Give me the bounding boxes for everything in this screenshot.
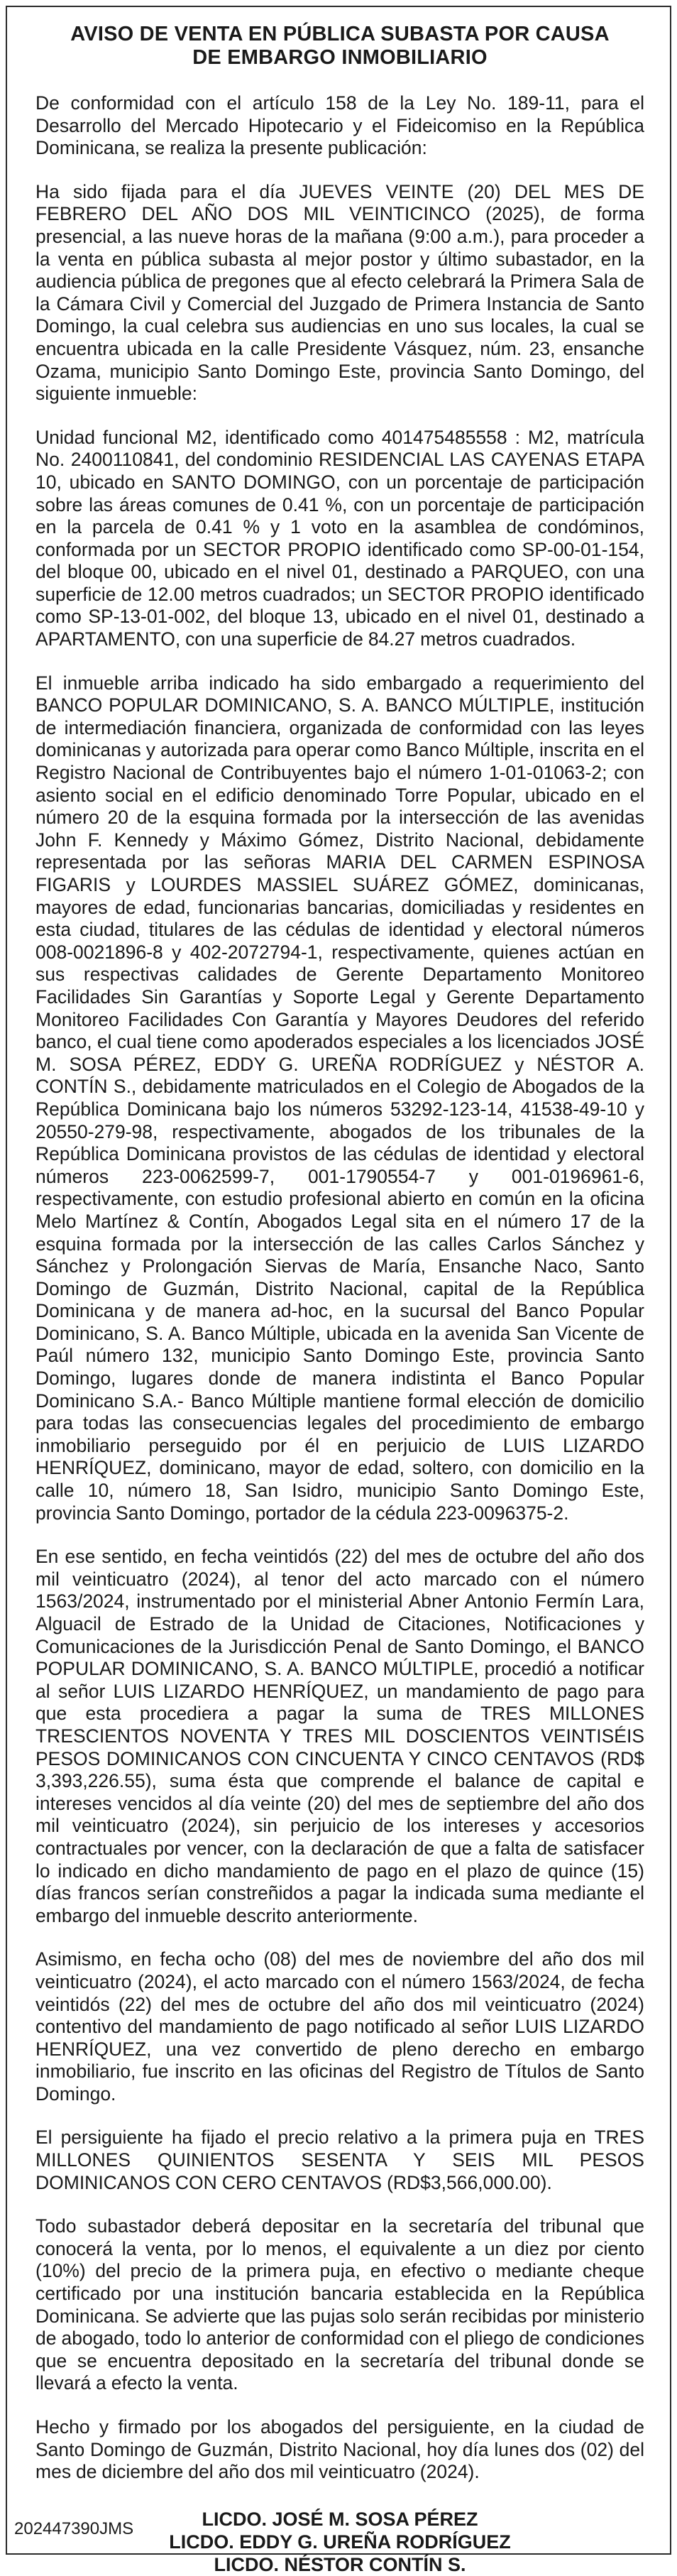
paragraph-seizing-party: El inmueble arriba indicado ha sido embargado a requerimiento del BANCO POPULAR DOMINICANO, S. A. BANCO MÚLTIPLE, institución de intermediación financiera, organizada de conformidad con las leyes dominicanas y autorizada para operar como Banco Múltiple, inscrita en el Registro Nacional de Contribuyentes bajo el número 1-01-01063-2; con asiento social en el edificio denominado Torre Popular, ubicado en el número 20 de la esquina formada por la intersección de las avenidas John F. Kennedy y Máximo Gómez, Distrito Nacional, debidamente representada por las señoras MARIA DEL CARMEN ESPINOSA FIGARIS y LOURDES MASSIEL SUÁREZ GÓMEZ, dominicanas, mayores de edad, funcionarias bancarias, domiciliadas y residentes en esta ciudad, titulares de las cédulas de identidad y electoral números 008-0021896-8 y 402-2072794-1, respectivamente, quienes actúan en sus respectivas calidades de Gerente Departamento Monitoreo Facilidades Sin Garantías y Soporte Legal y Gerente Departamento Monitoreo Facilidades Con Garantía y Mayores Deudores del referido banco, el cual tiene como apoderados especiales a los licenciados JOSÉ M. SOSA PÉREZ, EDDY G. UREÑA RODRÍGUEZ y NÉSTOR A. CONTÍN S., debidamente matriculados en el Colegio de Abogados de la República Dominicana bajo los números 53292-123-14, 41538-49-10 y 20550-279-98, respectivamente, abogados de los tribunales de la República Dominicana provistos de las cédulas de identidad y electoral números 223-0062599-7, 001-1790554-7 y 001-0196961-6, respectivamente, con estudio profesional abierto en común en la oficina Melo Martínez & Contín, Abogados Legal sita en el número 17 de la esquina formada por la intersección de las calles Carlos Sánchez y Sánchez y Prolongación Siervas de María, Ensanche Naco, Santo Domingo de Guzmán, Distrito Nacional, capital de la República Dominicana y de manera ad-hoc, en la sucursal del Banco Popular Dominicano, S. A. Banco Múltiple, ubicada en la avenida San Vicente de Paúl número 132, municipio Santo Domingo Este, provincia Santo Domingo, lugares donde de manera indistinta el Banco Popular Dominicano S.A.- Banco Múltiple mantiene formal elección de domicilio para todas las consecuencias legales del procedimiento de embargo inmobiliario perseguido por él en perjuicio de LUIS LIZARDO HENRÍQUEZ, dominicano, mayor de edad, soltero, con domicilio en la calle 10, número 18, San Isidro, municipio Santo Domingo Este, provincia Santo Domingo, portador de la cédula 223-0096375-2.: [35, 672, 644, 1524]
title-line-2: DE EMBARGO INMOBILIARIO: [192, 46, 488, 69]
signer-name: LICDO. EDDY G. UREÑA RODRÍGUEZ: [169, 2531, 511, 2553]
signer-name: LICDO. JOSÉ M. SOSA PÉREZ: [202, 2508, 478, 2530]
publication-code: 202447390JMS: [14, 2519, 134, 2538]
paragraph-legal-basis: De conformidad con el artículo 158 de la Ley No. 189-11, para el Desarrollo del Mercado Hipotecario y el Fideicomiso en la República Dominicana, se realiza la presente publicación:: [35, 92, 644, 159]
notice-content: [35, 23, 644, 2576]
notice-title: [35, 23, 644, 70]
paragraph-payment-order: En ese sentido, en fecha veintidós (22) del mes de octubre del año dos mil veinticuatro (2024), al tenor del acto marcado con el número 1563/2024, instrumentado por el ministerial Abner Antonio Fermín Lara, Alguacil de Estrado de la Unidad de Citaciones, Notificaciones y Comunicaciones de la Jurisdicción Penal de Santo Domingo, el BANCO POPULAR DOMINICANO, S. A. BANCO MÚLTIPLE, procedió a notificar al señor LUIS LIZARDO HENRÍQUEZ, un mandamiento de pago para que esta procediera a pagar la suma de TRES MILLONES TRESCIENTOS NOVENTA Y TRES MIL DOSCIENTOS VEINTISÉIS PESOS DOMINICANOS CON CINCUENTA Y CINCO CENTAVOS (RD$ 3,393,226.55), suma ésta que comprende el balance de capital e intereses vencidos al día veinte (20) del mes de septiembre del año dos mil veinticuatro (2024), sin perjuicio de los intereses y accesorios contractuales por vencer, con la declaración de que a falta de satisfacer lo indicado en dicho mandamiento de pago en el plazo de quince (15) días francos serían constreñidos a pagar la indicada suma mediante el embargo del inmueble descrito anteriormente.: [35, 1546, 644, 1926]
title-line-1: AVISO DE VENTA EN PÚBLICA SUBASTA POR CAUSA: [70, 23, 610, 45]
paragraph-signature-place-date: Hecho y firmado por los abogados del persiguiente, en la ciudad de Santo Domingo de Guzmán, Distrito Nacional, hoy día lunes dos (02) del mes de diciembre del año dos mil veinticuatro (2024).: [35, 2416, 644, 2483]
paragraph-opening-price: El persiguiente ha fijado el precio relativo a la primera puja en TRES MILLONES QUINIENTOS SESENTA Y SEIS MIL PESOS DOMINICANOS CON CERO CENTAVOS (RD$3,566,000.00).: [35, 2127, 644, 2193]
paragraph-registration: Asimismo, en fecha ocho (08) del mes de noviembre del año dos mil veinticuatro (2024), el acto marcado con el número 1563/2024, de fecha veintidós (22) del mes de octubre del año dos mil veinticuatro (2024) contentivo del mandamiento de pago notificado al señor LUIS LIZARDO HENRÍQUEZ, una vez convertido de pleno derecho en embargo inmobiliario, fue inscrito en las oficinas del Registro de Títulos de Santo Domingo.: [35, 1948, 644, 2105]
paragraph-deposit-terms: Todo subastador deberá depositar en la secretaría del tribunal que conocerá la venta, por lo menos, el equivalente a un diez por ciento (10%) del precio de la primera puja, en efectivo o mediante cheque certificado por una institución bancaria establecida en la República Dominicana. Se advierte que las pujas solo serán recibidas por ministerio de abogado, todo lo anterior de conformidad con el pliego de condiciones que se encuentra depositado en la secretaría del tribunal donde se llevará a efecto la venta.: [35, 2215, 644, 2394]
paragraph-auction-date: Ha sido fijada para el día JUEVES VEINTE (20) DEL MES DE FEBRERO DEL AÑO DOS MIL VEINTICINCO (2025), de forma presencial, a las nueve horas de la mañana (9:00 a.m.), para proceder a la venta en pública subasta al mejor postor y último subastador, en la audiencia pública de pregones que al efecto celebrará la Primera Sala de la Cámara Civil y Comercial del Juzgado de Primera Instancia de Santo Domingo, la cual celebra sus audiencias en uno sus locales, la cual se encuentra ubicada en la calle Presidente Vásquez, núm. 23, ensanche Ozama, municipio Santo Domingo Este, provincia Santo Domingo, del siguiente inmueble:: [35, 180, 644, 405]
signers-block: [35, 2508, 644, 2576]
signer-name: LICDO. NÉSTOR CONTÍN S.: [214, 2553, 466, 2575]
paragraph-property-description: Unidad funcional M2, identificado como 401475485558 : M2, matrícula No. 2400110841, del condominio RESIDENCIAL LAS CAYENAS ETAPA 10, ubicado en SANTO DOMINGO, con un porcentaje de participación sobre las áreas comunes de 0.41 %, con un porcentaje de participación en la parcela de 0.41 % y 1 voto en la asamblea de condóminos, conformada por un SECTOR PROPIO identificado como SP-00-01-154, del bloque 00, ubicado en el nivel 01, destinado a PARQUEO, con una superficie de 12.00 metros cuadrados; un SECTOR PROPIO identificado como SP-13-01-002, del bloque 13, ubicado en el nivel 01, destinado a APARTAMENTO, con una superficie de 84.27 metros cuadrados.: [35, 426, 644, 650]
